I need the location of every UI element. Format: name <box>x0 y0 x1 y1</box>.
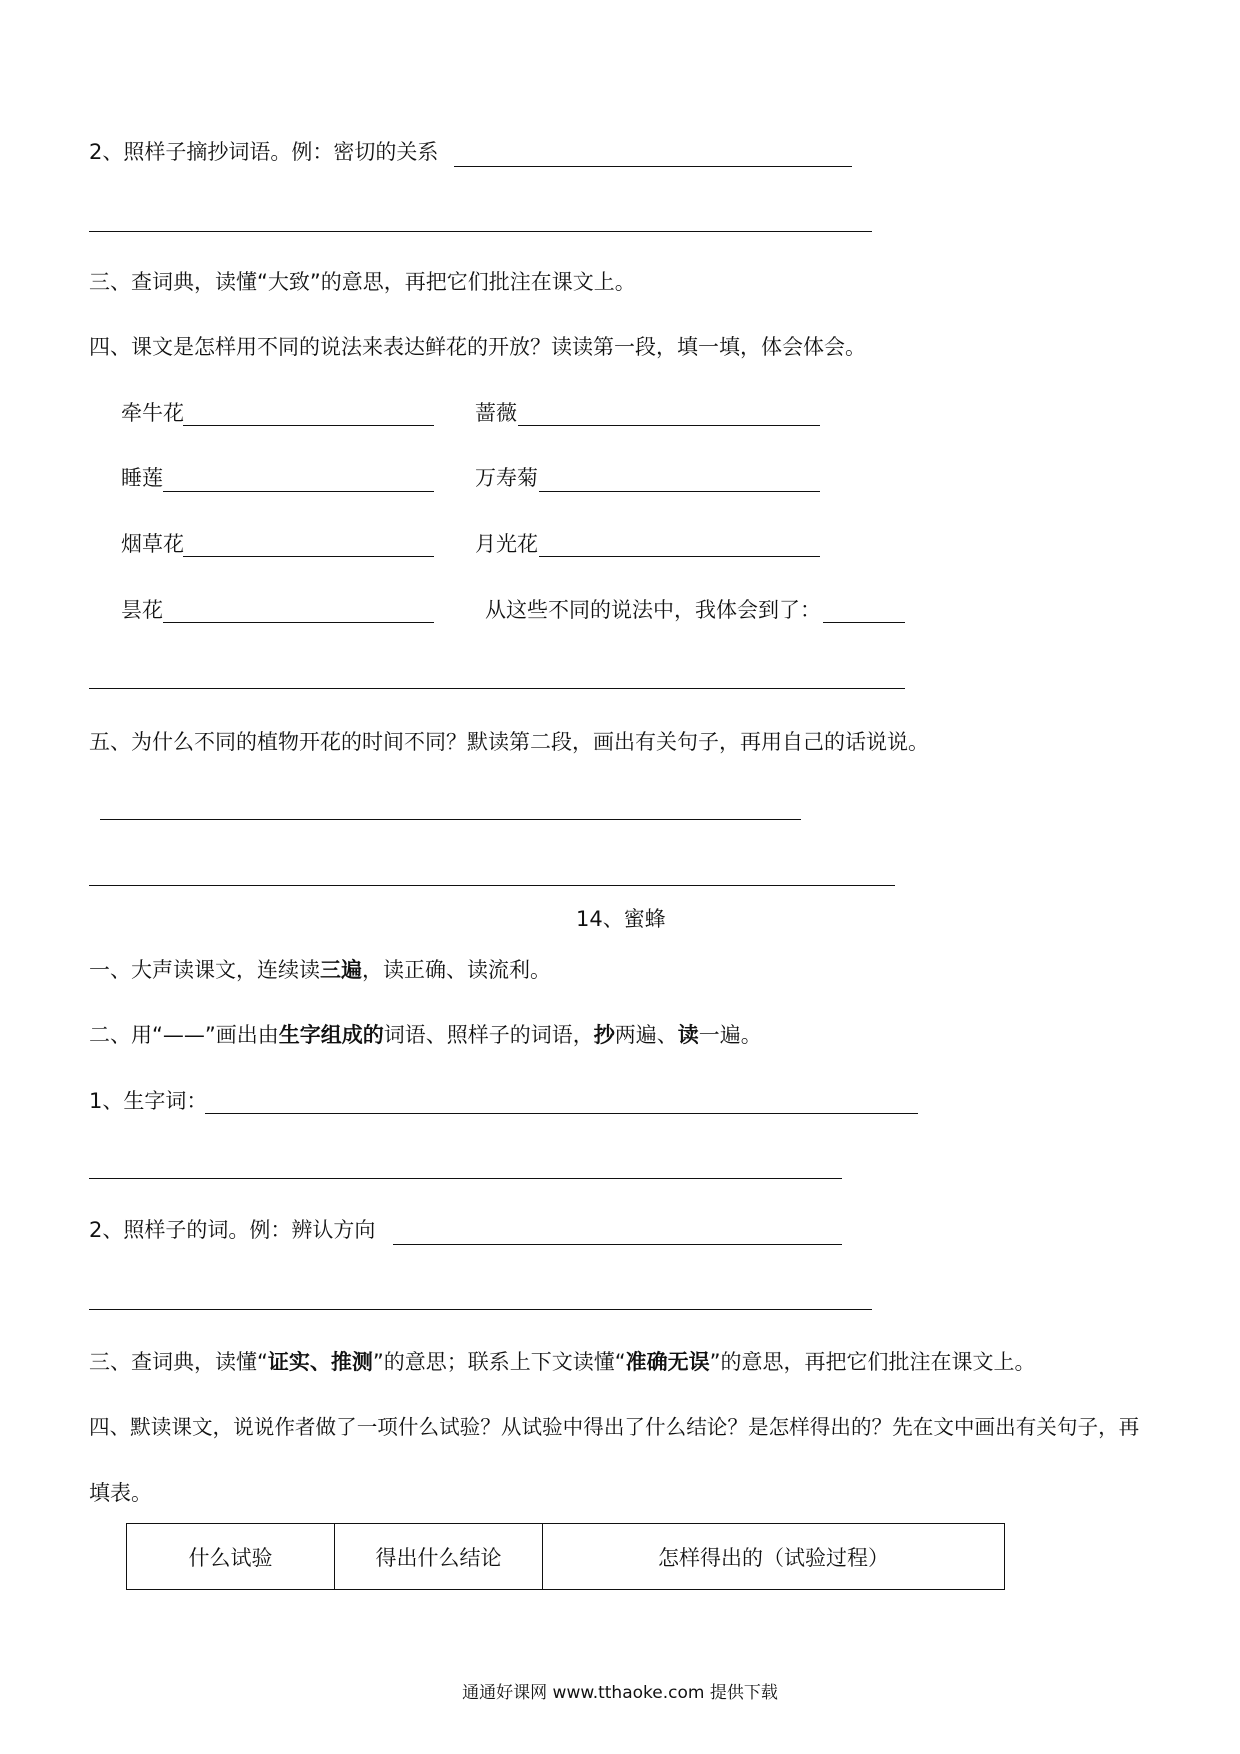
table-header-experiment: 什么试验 <box>127 1524 335 1590</box>
l14-q1-text-a: 一、大声读课文，连续读 <box>89 958 320 982</box>
flower-label-morning-glory: 牵牛花 <box>121 401 184 425</box>
l14-q2-text-e: 两遍、 <box>614 1023 678 1047</box>
q5-answer-line-2[interactable] <box>89 885 895 886</box>
flower-label-marigold: 万寿菊 <box>475 466 538 490</box>
lesson-title: 14、蜜蜂 <box>576 907 666 931</box>
flower-label-moonflower: 月光花 <box>475 532 538 556</box>
realization-answer-line-1[interactable] <box>823 622 905 623</box>
l14-example-words-line-1[interactable] <box>393 1244 842 1245</box>
q2-answer-line-2[interactable] <box>89 231 872 232</box>
q4-flower-question: 四、课文是怎样用不同的说法来表达鲜花的开放？读读第一段，填一填，体会体会。 <box>89 335 866 359</box>
l14-q4-experiment-question-line1: 四、默读课文，说说作者做了一项什么试验？从试验中得出了什么结论？是怎样得出的？先在文中画出有关句子，再 <box>89 1415 1140 1439</box>
l14-q3-dictionary-question <box>89 1352 1036 1373</box>
l14-q1-read-aloud <box>89 960 551 981</box>
flower-answer-line-marigold[interactable] <box>539 491 820 492</box>
flower-answer-line-morning-glory[interactable] <box>183 425 434 426</box>
l14-q3-text-d: 准确无误 <box>625 1350 710 1374</box>
flower-label-tobacco-flower: 烟草花 <box>121 532 184 556</box>
flower-answer-line-moonflower[interactable] <box>539 556 820 557</box>
realization-prompt: 从这些不同的说法中，我体会到了： <box>485 598 821 622</box>
l14-q2-text-g: 一遍。 <box>698 1023 762 1047</box>
flower-label-night-blooming-cereus: 昙花 <box>121 598 163 622</box>
l14-q3-text-a: 三、查词典，读懂“ <box>89 1350 268 1374</box>
flower-answer-line-night-blooming-cereus[interactable] <box>163 622 434 623</box>
l14-example-words-line-2[interactable] <box>89 1309 872 1310</box>
l14-q3-text-c: ”的意思；联系上下文读懂“ <box>372 1350 626 1374</box>
l14-q2-text-c: 词语、照样子的词语， <box>383 1023 594 1047</box>
q5-answer-line-1[interactable] <box>100 819 801 820</box>
l14-q3-text-e: ”的意思，再把它们批注在课文上。 <box>709 1350 1036 1374</box>
l14-q1-text-b: ，读正确、读流利。 <box>362 958 551 982</box>
flower-answer-line-water-lily[interactable] <box>163 491 434 492</box>
table-header-process: 怎样得出的（试验过程） <box>543 1524 1005 1590</box>
l14-example-words-label: 2、照样子的词。例：辨认方向 <box>89 1218 376 1242</box>
q3-dictionary-question: 三、查词典，读懂“大致”的意思，再把它们批注在课文上。 <box>89 270 636 294</box>
table-header-row <box>127 1524 1005 1590</box>
l14-q2-text-f: 读 <box>677 1023 699 1047</box>
flower-answer-line-tobacco-flower[interactable] <box>183 556 434 557</box>
l14-q1-text-bold: 三遍 <box>320 958 362 982</box>
experiment-table <box>126 1523 1005 1590</box>
l14-q2-underline-words <box>89 1025 762 1046</box>
l14-q2-text-b: 生字组成的 <box>278 1023 384 1047</box>
l14-new-words-line-1[interactable] <box>205 1113 918 1114</box>
table-header-conclusion: 得出什么结论 <box>335 1524 543 1590</box>
l14-q3-text-b: 证实、推测 <box>267 1350 373 1374</box>
l14-q2-text-d: 抄 <box>593 1023 615 1047</box>
q2-answer-line-1[interactable] <box>454 166 852 167</box>
l14-q2-text-a: 二、用“——”画出由 <box>89 1023 279 1047</box>
realization-answer-line-2[interactable] <box>89 688 905 689</box>
l14-new-words-label: 1、生字词： <box>89 1089 208 1113</box>
flower-answer-line-rose[interactable] <box>518 425 820 426</box>
footer-credit: 通通好课网 www.tthaoke.com 提供下载 <box>462 1683 778 1703</box>
q2-copy-words-label: 2、照样子摘抄词语。例：密切的关系 <box>89 140 439 164</box>
q5-bloom-time-question: 五、为什么不同的植物开花的时间不同？默读第二段，画出有关句子，再用自己的话说说。 <box>89 730 929 754</box>
l14-new-words-line-2[interactable] <box>89 1178 842 1179</box>
l14-q4-experiment-question-line2: 填表。 <box>89 1481 152 1505</box>
flower-label-water-lily: 睡莲 <box>121 466 163 490</box>
flower-label-rose: 蔷薇 <box>475 401 517 425</box>
